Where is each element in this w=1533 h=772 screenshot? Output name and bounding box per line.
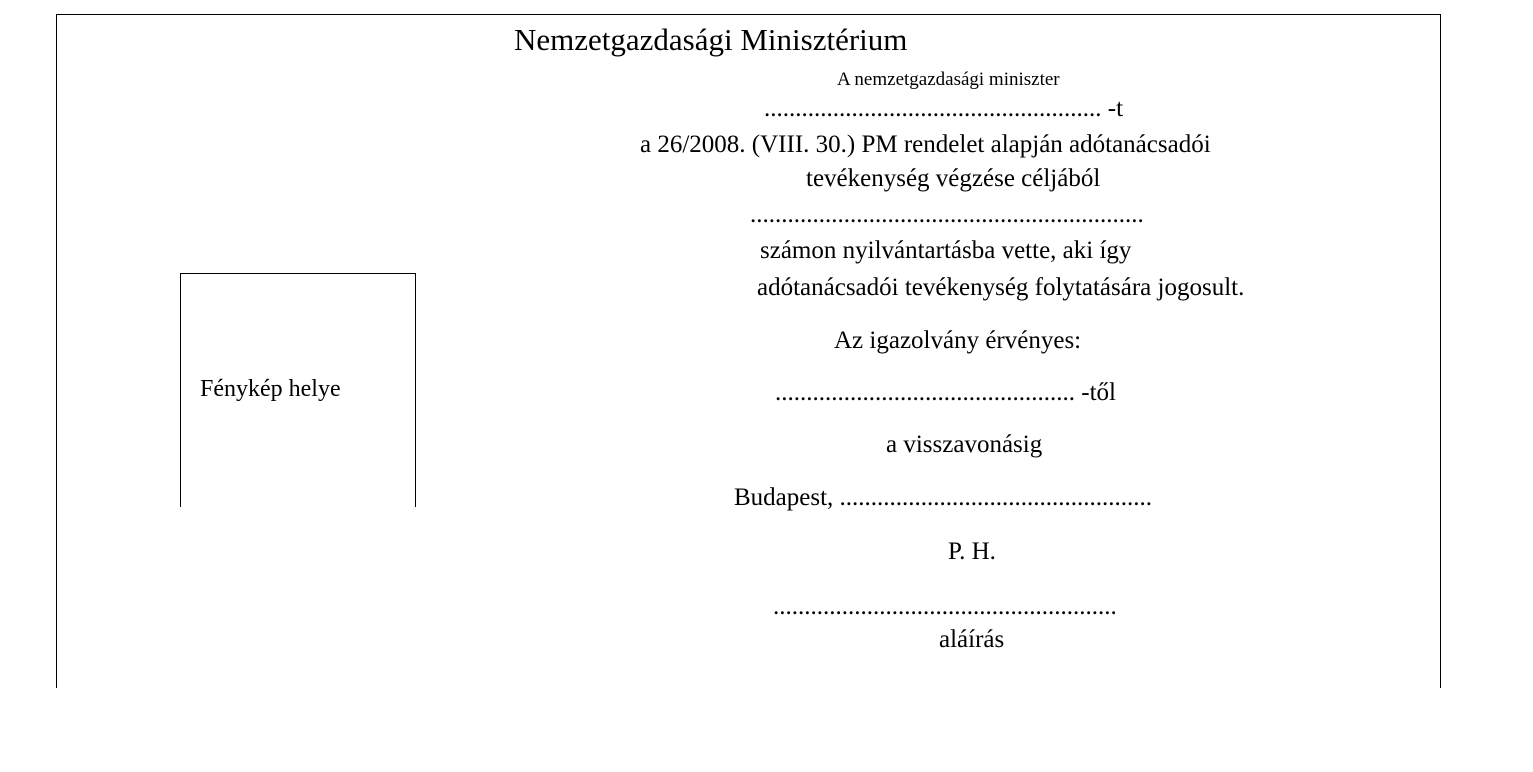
registration-number-blank: ............................................................... (750, 201, 1144, 228)
signature-label: aláírás (939, 626, 1005, 653)
signature-blank: ....................................................... (773, 593, 1117, 620)
seal-mark: P. H. (948, 538, 996, 565)
valid-from-blank: ................................................ -től (775, 379, 1116, 406)
place-date-line: Budapest, .................................................. (734, 484, 1153, 511)
decree-line: a 26/2008. (VIII. 30.) PM rendelet alapján adótanácsadói (640, 131, 1211, 158)
validity-label: Az igazolvány érvényes: (834, 327, 1082, 354)
registered-line: számon nyilvántartásba vette, aki így (760, 237, 1132, 264)
name-blank: ...................................................... -t (764, 95, 1124, 122)
purpose-line: tevékenység végzése céljából (806, 165, 1101, 192)
entitled-line: adótanácsadói tevékenység folytatására jogosult. (757, 274, 1245, 301)
photo-placeholder-label: Fénykép helye (200, 376, 341, 402)
minister-line: A nemzetgazdasági miniszter (837, 69, 1060, 90)
valid-until-line: a visszavonásig (886, 431, 1043, 458)
ministry-title: Nemzetgazdasági Minisztérium (514, 22, 908, 57)
